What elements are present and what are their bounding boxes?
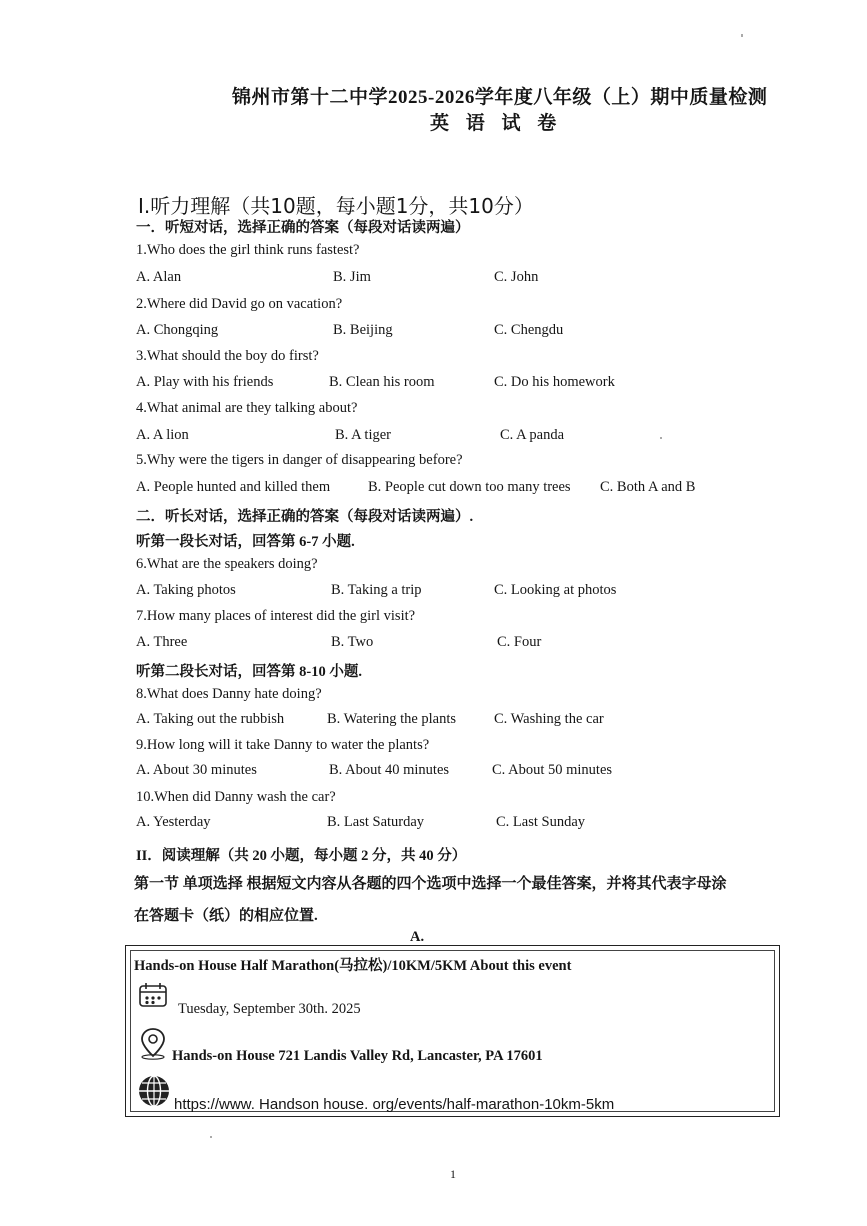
q6-option-c: C. Looking at photos <box>494 582 617 598</box>
q8-option-b: B. Watering the plants <box>327 711 457 727</box>
q2-option-a: A. Chongqing <box>136 322 219 338</box>
q3-option-b: B. Clean his room <box>329 374 435 390</box>
part2-heading: II．阅读理解（共 20 小题，每小题 2 分，共 40 分） <box>136 848 467 864</box>
question-3: 3.What should the boy do first? <box>136 348 319 364</box>
passage-label: A. <box>410 929 425 945</box>
q5-option-c: C. Both A and B <box>600 479 696 495</box>
q1-option-b: B. Jim <box>333 269 371 285</box>
q2-option-c: C. Chengdu <box>494 322 564 338</box>
question-2: 2.Where did David go on vacation? <box>136 296 343 312</box>
q9-option-a: A. About 30 minutes <box>136 762 257 778</box>
q10-option-c: C. Last Sunday <box>496 814 586 830</box>
q6-option-b: B. Taking a trip <box>331 582 422 598</box>
q2-option-b: B. Beijing <box>333 322 393 338</box>
q1-option-a: A. Alan <box>136 269 182 285</box>
question-7: 7.How many places of interest did the girl visit? <box>136 608 416 624</box>
question-10: 10.When did Danny wash the car? <box>136 789 336 805</box>
scan-speck <box>660 437 662 439</box>
scan-speck <box>741 34 743 37</box>
q4-option-c: C. A panda <box>500 427 565 443</box>
q8-option-c: C. Washing the car <box>494 711 604 727</box>
event-address: Hands-on House 721 Landis Valley Rd, Lancaster, PA 17601 <box>172 1048 543 1064</box>
exam-subtitle: 英 语 试 卷 <box>430 113 563 134</box>
q8-option-a: A. Taking out the rubbish <box>136 711 285 727</box>
q4-option-b: B. A tiger <box>335 427 391 443</box>
part1-heading: I.听力理解（共10题，每小题1分，共10分） <box>138 194 534 218</box>
q5-option-b: B. People cut down too many trees <box>368 479 571 495</box>
q5-option-a: A. People hunted and killed them <box>136 479 331 495</box>
q7-option-a: A. Three <box>136 634 188 650</box>
dialog2-instruction: 听第二段长对话，回答第 8-10 小题. <box>136 664 362 680</box>
globe-icon <box>136 1073 172 1109</box>
event-date: Tuesday, September 30th. 2025 <box>178 1001 361 1017</box>
question-9: 9.How long will it take Danny to water the plants? <box>136 737 430 753</box>
question-6: 6.What are the speakers doing? <box>136 556 318 572</box>
q7-option-b: B. Two <box>331 634 374 650</box>
part2-instruction-line1: 第一节 单项选择 根据短文内容从各题的四个选项中选择一个最佳答案，并将其代表字母涂 <box>134 876 727 892</box>
q4-option-a: A. A lion <box>136 427 189 443</box>
q6-option-a: A. Taking photos <box>136 582 236 598</box>
q9-option-c: C. About 50 minutes <box>492 762 613 778</box>
q7-option-c: C. Four <box>497 634 542 650</box>
part2-instruction-line2: 在答题卡（纸）的相应位置. <box>134 908 318 924</box>
question-1: 1.Who does the girl think runs fastest? <box>136 242 360 258</box>
q1-option-c: C. John <box>494 269 539 285</box>
q3-option-c: C. Do his homework <box>494 374 615 390</box>
q9-option-b: B. About 40 minutes <box>329 762 450 778</box>
event-url[interactable]: https://www. Handson house. org/events/half-marathon-10km-5km <box>174 1096 615 1113</box>
exam-title: 锦州市第十二中学2025-2026学年度八年级（上）期中质量检测 <box>232 87 768 108</box>
event-title: Hands-on House Half Marathon(马拉松)/10KM/5KM About this event <box>134 958 572 974</box>
question-8: 8.What does Danny hate doing? <box>136 686 322 702</box>
question-4: 4.What animal are they talking about? <box>136 400 358 416</box>
page-number: 1 <box>450 1167 456 1181</box>
scan-speck <box>210 1136 212 1138</box>
location-pin-icon <box>136 1026 170 1060</box>
question-5: 5.Why were the tigers in danger of disappearing before? <box>136 452 463 468</box>
dialog1-instruction: 听第一段长对话，回答第 6-7 小题. <box>136 534 355 550</box>
calendar-icon <box>136 980 172 1010</box>
q10-option-b: B. Last Saturday <box>327 814 425 830</box>
section1-heading: 一．听短对话，选择正确的答案（每段对话读两遍） <box>136 220 470 236</box>
q10-option-a: A. Yesterday <box>136 814 211 830</box>
q3-option-a: A. Play with his friends <box>136 374 274 390</box>
section2-heading: 二．听长对话，选择正确的答案（每段对话读两遍）. <box>136 509 474 525</box>
